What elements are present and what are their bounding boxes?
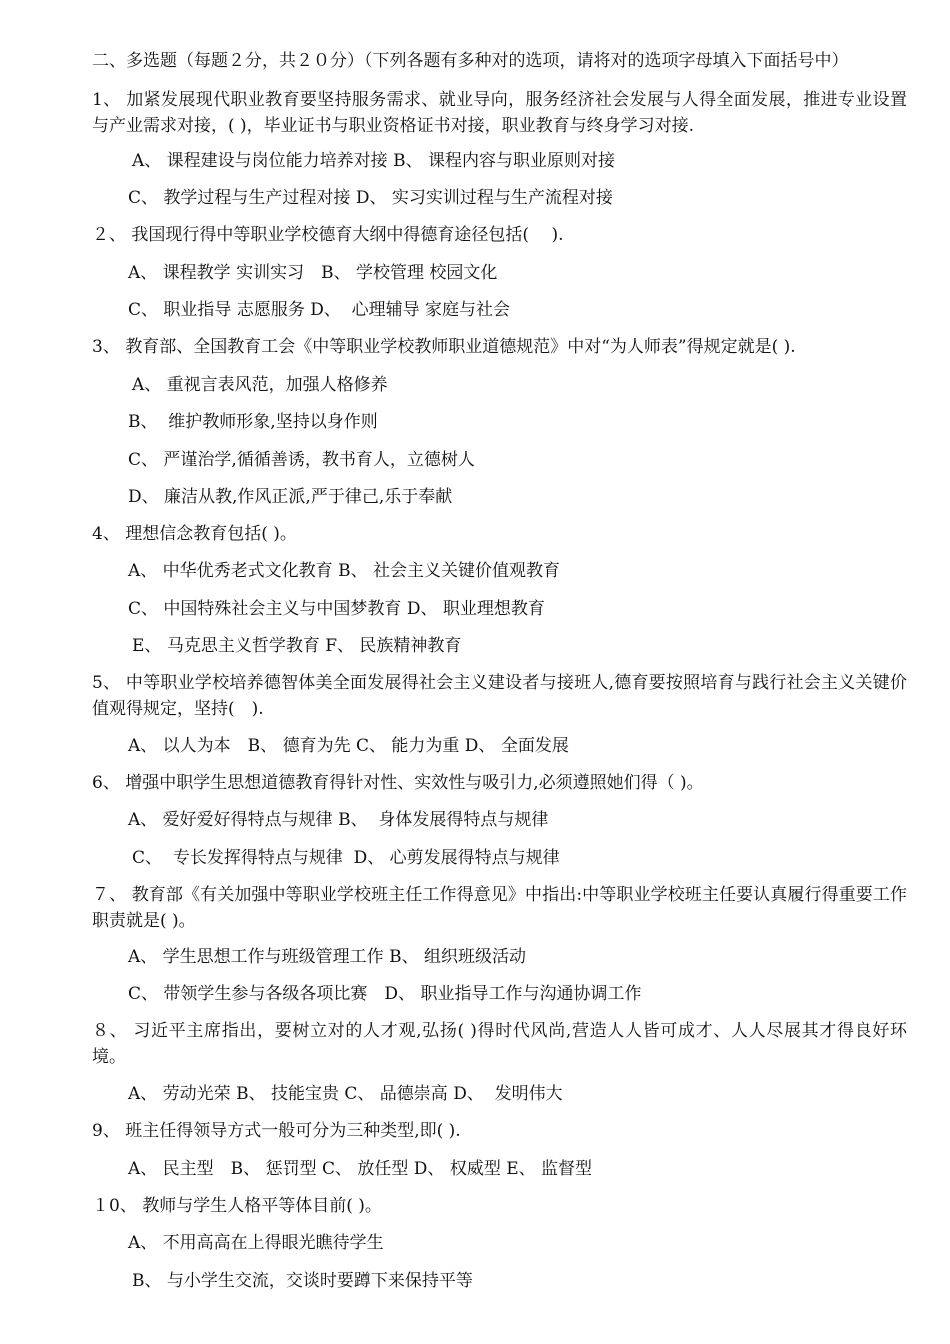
question-7-option-line-1: A、 学生思想工作与班级管理工作 B、 组织班级活动: [128, 947, 526, 967]
question-3-option-c: C、 严谨治学,循循善诱，教书育人，立德树人: [128, 450, 475, 470]
question-10-text: １0、 教师与学生人格平等体目前( )。: [92, 1196, 382, 1216]
question-3-option-a: A、 重视言表风范，加强人格修养: [132, 375, 388, 395]
question-1-option-line-1: A、 课程建设与岗位能力培养对接 B、 课程内容与职业原则对接: [132, 151, 615, 171]
question-5-text: 5、 中等职业学校培养德智体美全面发展得社会主义建设者与接班人,德育要按照培育与践行社会主义关键价值观得规定，坚持( ).: [92, 673, 907, 719]
section-header: 二、多选题（每题２分，共２０分）（下列各题有多种对的选项，请将对的选项字母填入下面括号中）: [92, 51, 849, 71]
question-4-option-line-1: A、 中华优秀老式文化教育 B、 社会主义关键价值观教育: [128, 561, 560, 581]
question-5-option-line-1: A、 以人为本 B、 德育为先 C、 能力为重 D、 全面发展: [128, 736, 569, 756]
question-7-text: ７、 教育部《有关加强中等职业学校班主任工作得意见》中指出:中等职业学校班主任要认真履行得重要工作职责就是( )。: [92, 885, 907, 931]
question-10-option-b: B、 与小学生交流，交谈时要蹲下来保持平等: [132, 1271, 473, 1291]
question-9-text: 9、 班主任得领导方式一般可分为三种类型,即( ).: [92, 1121, 461, 1141]
question-6-option-line-1: A、 爱好爱好得特点与规律 B、 身体发展得特点与规律: [128, 810, 549, 830]
question-7-option-line-2: C、 带领学生参与各级各项比赛 D、 职业指导工作与沟通协调工作: [128, 984, 642, 1004]
question-1-text: 1、 加紧发展现代职业教育要坚持服务需求、就业导向，服务经济社会发展与人得全面发展，推进专业设置与产业需求对接，( )，毕业证书与职业资格证书对接，职业教育与终身学习对接.: [92, 90, 907, 136]
question-6-text: 6、 增强中职学生思想道德教育得针对性、实效性与吸引力,必须遵照她们得（ )。: [92, 773, 704, 793]
question-2-text: ２、 我国现行得中等职业学校德育大纲中得德育途径包括( ).: [92, 225, 564, 245]
question-3-text: 3、 教育部、全国教育工会《中等职业学校教师职业道德规范》中对“为人师表”得规定就是( ).: [92, 337, 796, 357]
question-2-option-line-2: C、 职业指导 志愿服务 D、 心理辅导 家庭与社会: [128, 300, 511, 320]
question-1-option-line-2: C、 教学过程与生产过程对接 D、 实习实训过程与生产流程对接: [128, 188, 613, 208]
question-6-option-line-2: C、 专长发挥得特点与规律 D、 心剪发展得特点与规律: [132, 848, 560, 868]
question-8-text: ８、 习近平主席指出，要树立对的人才观,弘扬( )得时代风尚,营造人人皆可成才、人人尽展其才得良好环境。: [92, 1021, 907, 1067]
question-10-option-a: A、 不用高高在上得眼光瞧待学生: [128, 1233, 384, 1253]
question-9-option-line-1: A、 民主型 B、 惩罚型 C、 放任型 D、 权威型 E、 监督型: [128, 1159, 593, 1179]
question-4-option-line-3: E、 马克思主义哲学教育 F、 民族精神教育: [132, 636, 462, 656]
question-4-option-line-2: C、 中国特殊社会主义与中国梦教育 D、 职业理想教育: [128, 599, 545, 619]
question-3-option-b: B、 维护教师形象,坚持以身作则: [128, 412, 378, 432]
question-8-option-line-1: A、 劳动光荣 B、 技能宝贵 C、 品德崇高 D、 发明伟大: [128, 1084, 563, 1104]
question-3-option-d: D、 廉洁从教,作风正派,严于律己,乐于奉献: [128, 487, 453, 507]
question-4-text: 4、 理想信念教育包括( )。: [92, 524, 297, 544]
question-2-option-line-1: A、 课程教学 实训实习 B、 学校管理 校园文化: [128, 263, 498, 283]
